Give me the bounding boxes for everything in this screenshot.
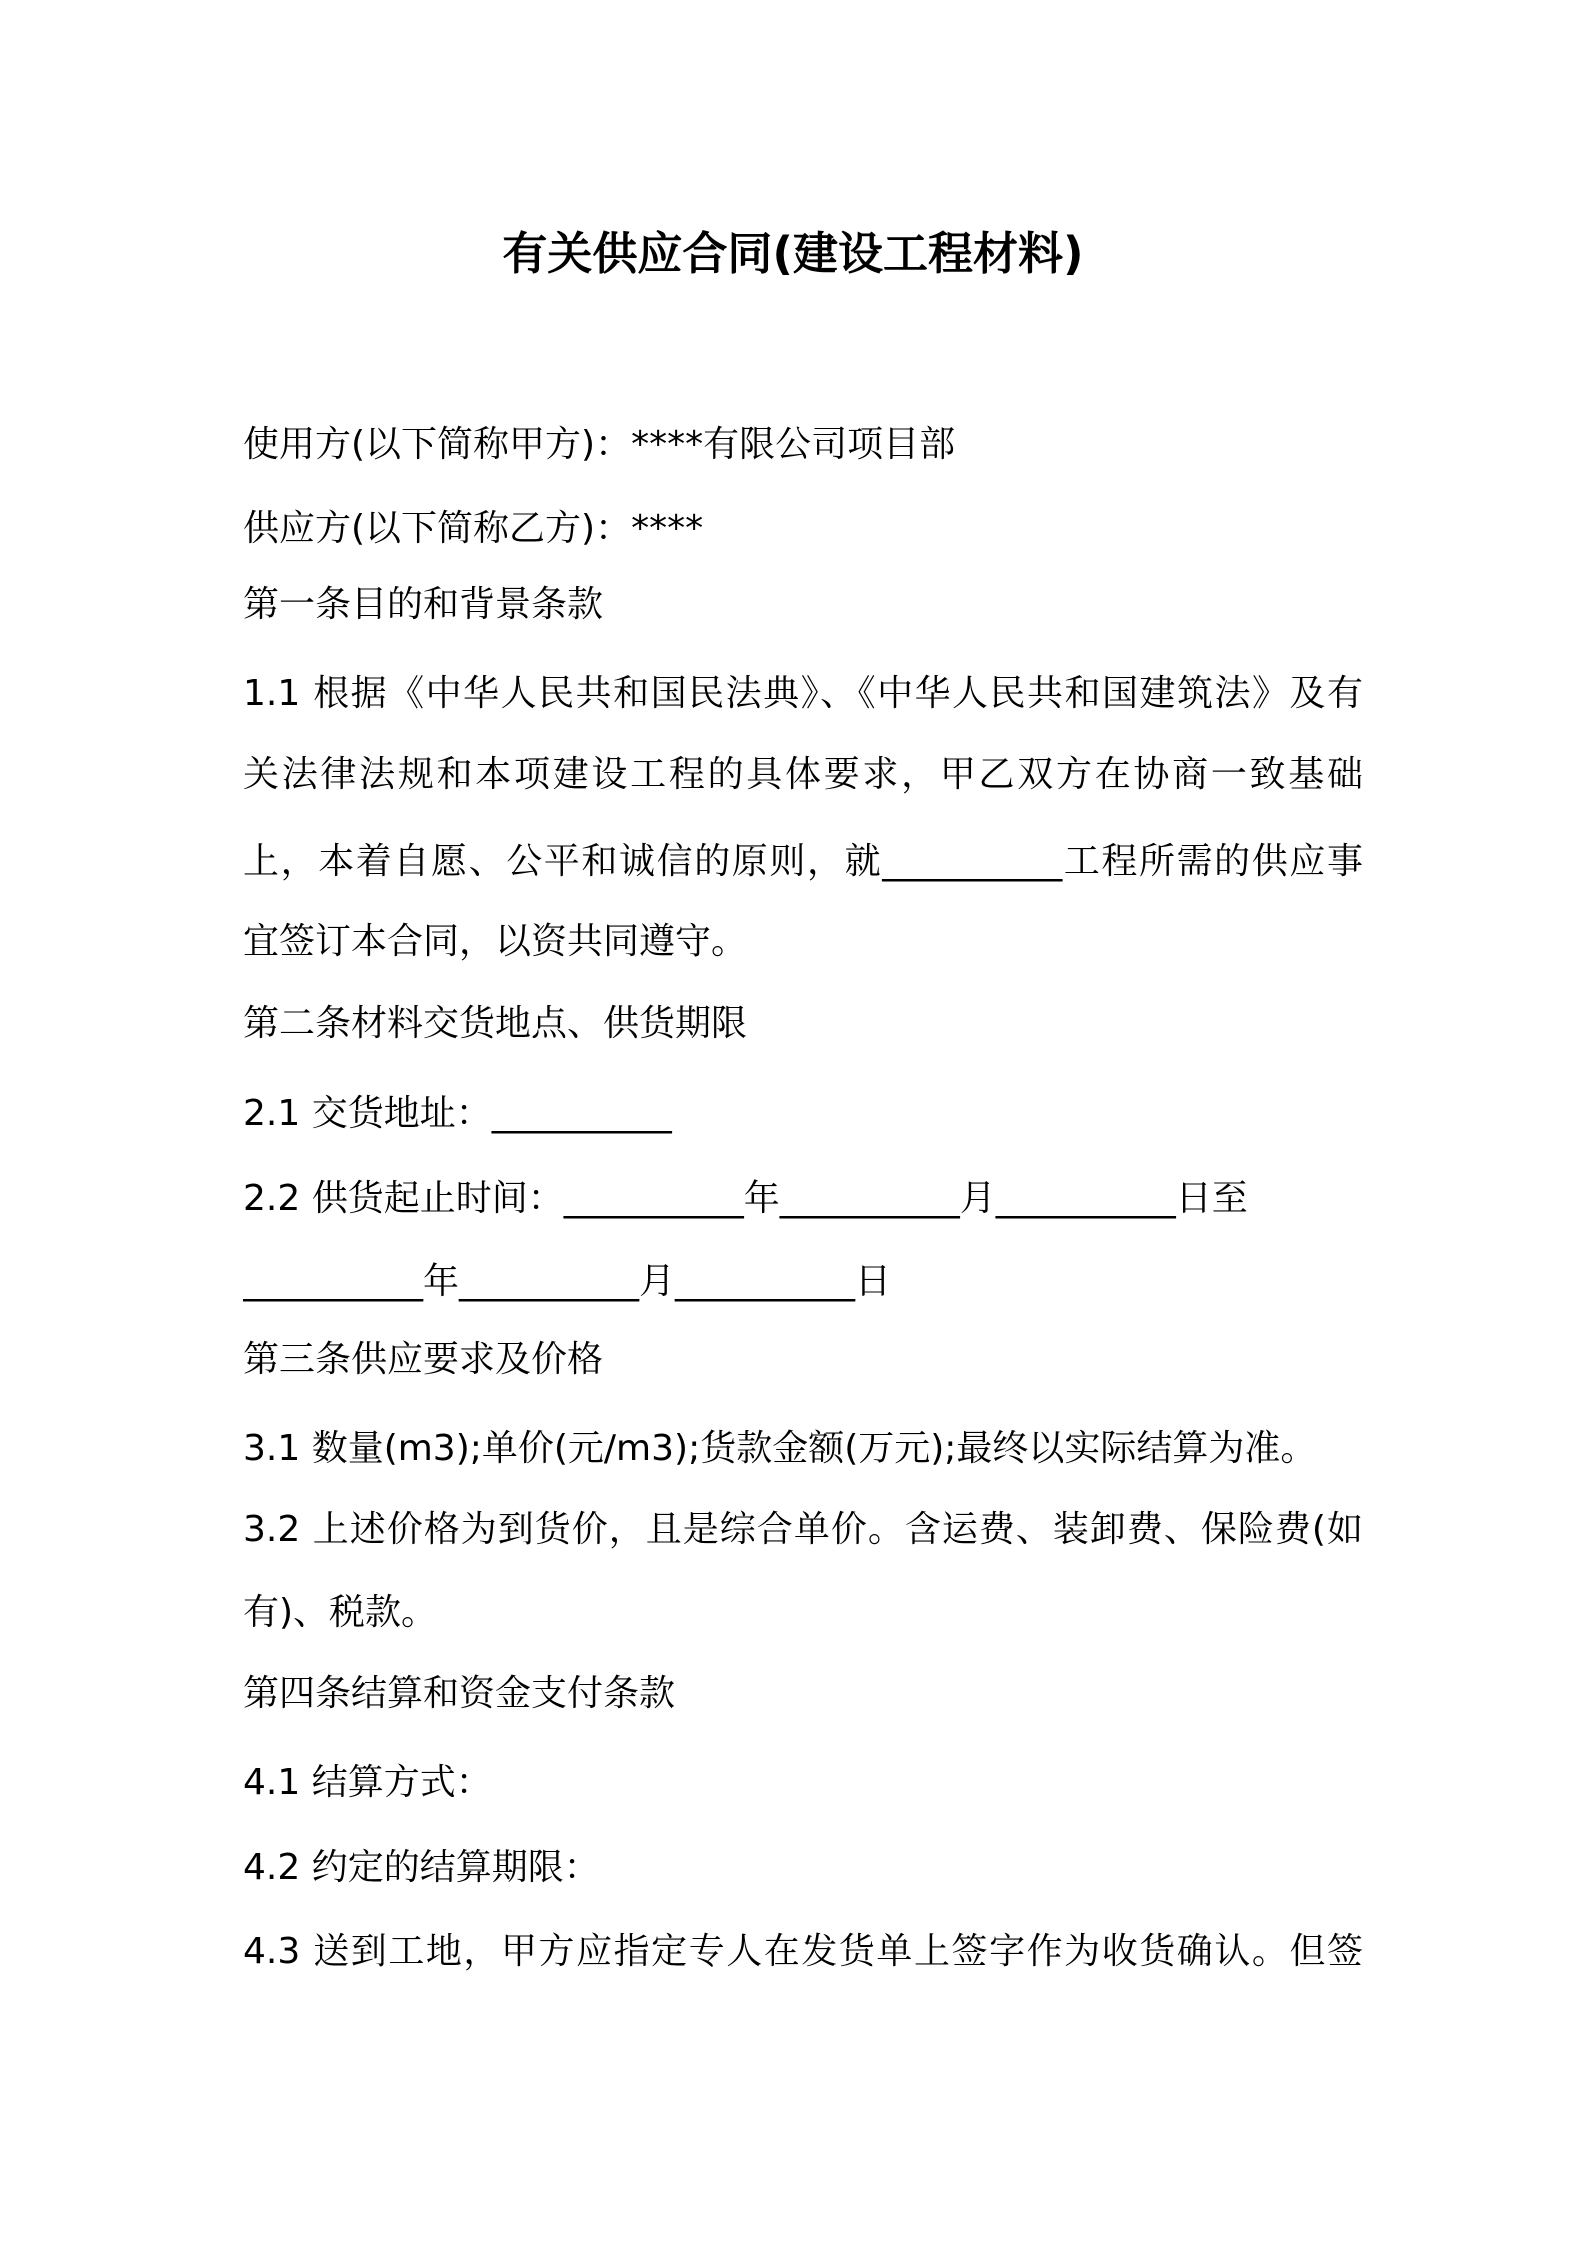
clause-4-3-line-1: 4.3 送到工地，甲方应指定专人在发货单上签字作为收货确认。但签 — [243, 1931, 1363, 1972]
article-1-heading: 第一条目的和背景条款 — [243, 584, 604, 625]
clause-4-2: 4.2 约定的结算期限： — [243, 1847, 600, 1888]
article-4-heading: 第四条结算和资金支付条款 — [243, 1673, 676, 1714]
clause-2-2-line-1: 2.2 供货起止时间：__________年__________月__________日至 — [243, 1178, 1248, 1219]
clause-2-2-line-2: __________年__________月__________日 — [243, 1261, 891, 1302]
party-a-line: 使用方(以下简称甲方)：****有限公司项目部 — [243, 424, 956, 465]
clause-1-1-line-4: 宜签订本合同，以资共同遵守。 — [243, 921, 748, 962]
article-2-heading: 第二条材料交货地点、供货期限 — [243, 1003, 748, 1044]
clause-1-1-line-3: 上，本着自愿、公平和诚信的原则，就__________工程所需的供应事 — [243, 841, 1363, 882]
clause-3-2-line-1: 3.2 上述价格为到货价，且是综合单价。含运费、装卸费、保险费(如 — [243, 1509, 1363, 1550]
party-b-line: 供应方(以下简称乙方)：**** — [243, 508, 704, 549]
clause-3-2-line-2: 有)、税款。 — [243, 1592, 438, 1633]
document-title: 有关供应合同(建设工程材料) — [502, 227, 1084, 280]
clause-4-1: 4.1 结算方式： — [243, 1762, 492, 1803]
clause-3-1: 3.1 数量(m3);单价(元/m3);货款金额(万元);最终以实际结算为准。 — [243, 1428, 1317, 1469]
clause-1-1-line-2: 关法律法规和本项建设工程的具体要求，甲乙双方在协商一致基础 — [243, 754, 1363, 795]
article-3-heading: 第三条供应要求及价格 — [243, 1339, 604, 1380]
clause-2-1: 2.1 交货地址：__________ — [243, 1093, 672, 1134]
clause-1-1-line-1: 1.1 根据《中华人民共和国民法典》、《中华人民共和国建筑法》及有 — [243, 673, 1363, 714]
